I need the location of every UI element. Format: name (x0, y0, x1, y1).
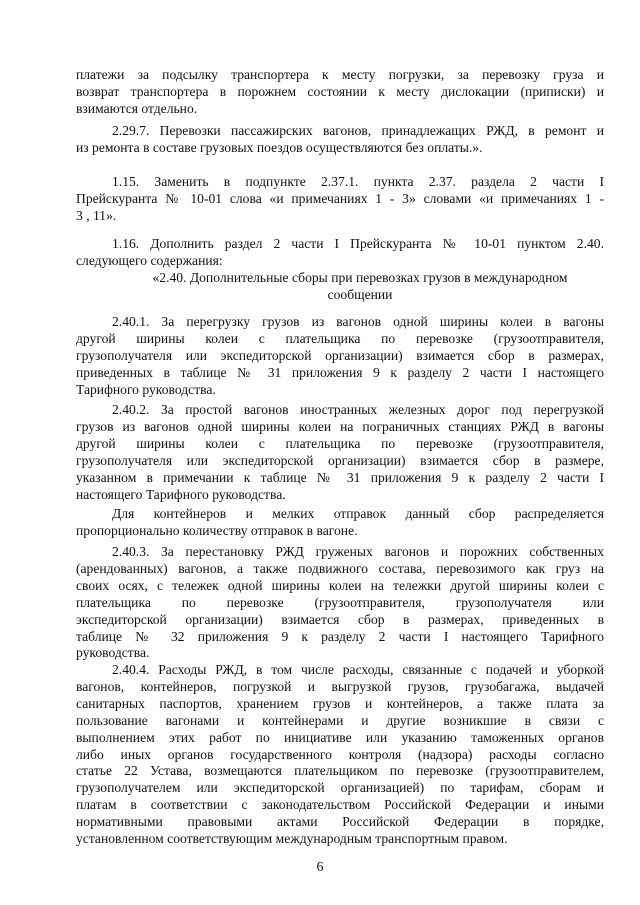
text-line: нормативными правовыми актами Российской Федерации в порядке, (76, 814, 604, 830)
text-line: другой ширины колеи с плательщика по перевозке (грузоотправителя, (76, 435, 604, 451)
paragraph-1-16 (76, 236, 604, 270)
text-line: грузополучателя или экспедиторской организации) взимается сбор в размере, (76, 452, 604, 468)
text-line: указанном в примечании к таблице № 31 приложения 9 к разделу 2 части I (76, 469, 604, 485)
paragraph-containers (76, 506, 604, 540)
page-number: 6 (316, 860, 324, 875)
section-heading-2-40 (76, 270, 604, 304)
paragraph-1-15 (76, 174, 604, 225)
text-line: 1.15. Заменить в подпункте 2.37.1. пункта 2.37. раздела 2 части I (112, 174, 604, 189)
text-line: 1.16. Дополнить раздел 2 части I Прейскуранта № 10-01 пунктом 2.40. (112, 236, 604, 251)
text-line: платам в соответствии с законодательством Российской Федерации и иными (76, 797, 604, 813)
paragraph-2-29-7 (76, 123, 604, 157)
text-line: грузов из вагонов одной ширины колеи на пограничных станциях РЖД в вагоны (76, 418, 604, 434)
text-line: настоящего Тарифного руководства. (76, 486, 286, 502)
paragraph-continuation (76, 67, 604, 118)
text-line: приведенных в таблице № 31 приложения 9 к разделу 2 части I настоящего (76, 364, 604, 380)
paragraph-2-40-1 (76, 314, 604, 399)
text-line: либо иных органов государственного контроля (надзора) расходы согласно (76, 746, 604, 762)
text-line: своих осях, с тележек одной ширины колеи на тележки другой ширины колеи с (76, 577, 604, 593)
text-line: следующего содержания: (76, 252, 223, 268)
text-line: плательщика по перевозке (грузоотправителя, грузополучателя или (76, 594, 604, 610)
text-line: установленном соответствующим международным транспортным правом. (76, 831, 508, 847)
text-line: возврат транспортера в порожнем состоянии к месту дислокации (приписки) и (76, 83, 604, 99)
text-line: пользование вагонами и контейнерами и другие возникшие в связи с (76, 712, 604, 728)
text-line: 2.40.4. Расходы РЖД, в том числе расходы, связанные с подачей и уборкой (112, 662, 604, 677)
text-line: из ремонта в составе грузовых поездов осуществляются без оплаты.». (76, 139, 483, 155)
heading-line: «2.40. Дополнительные сборы при перевозках грузов в международном (152, 270, 568, 285)
text-line: 2.40.3. За перестановку РЖД груженых вагонов и порожних собственных (112, 544, 604, 559)
text-line: платежи за подсылку транспортера к месту погрузки, за перевозку груза и (76, 67, 604, 82)
text-line: 3 , 11». (76, 207, 117, 223)
paragraph-2-40-3 (76, 544, 604, 662)
text-line: руководства. (76, 645, 150, 661)
text-line: пропорционально количеству отправок в вагоне. (76, 522, 358, 538)
text-line: 2.40.1. За перегрузку грузов из вагонов одной ширины колеи в вагоны (112, 314, 604, 329)
heading-line: сообщении (327, 286, 393, 302)
text-line: (арендованных) вагонов, а также подвижного состава, перевозимого как груз на (76, 560, 604, 576)
text-line: Для контейнеров и мелких отправок данный сбор распределяется (112, 506, 604, 521)
text-line: взимаются отдельно. (76, 100, 198, 116)
text-line: Тарифного руководства. (76, 381, 216, 397)
paragraph-2-40-2 (76, 402, 604, 503)
text-line: таблице № 32 приложения 9 к разделу 2 части I настоящего Тарифного (76, 628, 604, 644)
text-line: вагонов, контейнеров, погрузкой и выгрузкой грузов, грузобагажа, выдачей (76, 678, 604, 694)
text-line: грузополучателем или экспедиторской организацией) по тарифам, сборам и (76, 780, 604, 796)
text-line: выполнением этих работ по инициативе или указанию таможенных органов (76, 729, 604, 745)
text-line: экспедиторской организации) взимается сбор в размерах, приведенных в (76, 611, 604, 627)
text-line: санитарных паспортов, хранением грузов и контейнеров, а также плата за (76, 695, 604, 711)
text-line: грузополучателя или экспедиторской организации) взимается сбор в размерах, (76, 347, 604, 363)
text-line: Прейскуранта № 10-01 слова «и примечаниях 1 - 3» словами «и примечаниях 1 - (76, 190, 604, 206)
text-line: другой ширины колеи с плательщика по перевозке (грузоотправителя, (76, 330, 604, 346)
text-line: статье 22 Устава, возмещаются плательщиком по перевозке (грузоотправителем, (76, 763, 604, 779)
text-line: 2.29.7. Перевозки пассажирских вагонов, принадлежащих РЖД, в ремонт и (112, 123, 604, 138)
text-line: 2.40.2. За простой вагонов иностранных железных дорог под перегрузкой (112, 402, 604, 417)
paragraph-2-40-4 (76, 662, 604, 848)
